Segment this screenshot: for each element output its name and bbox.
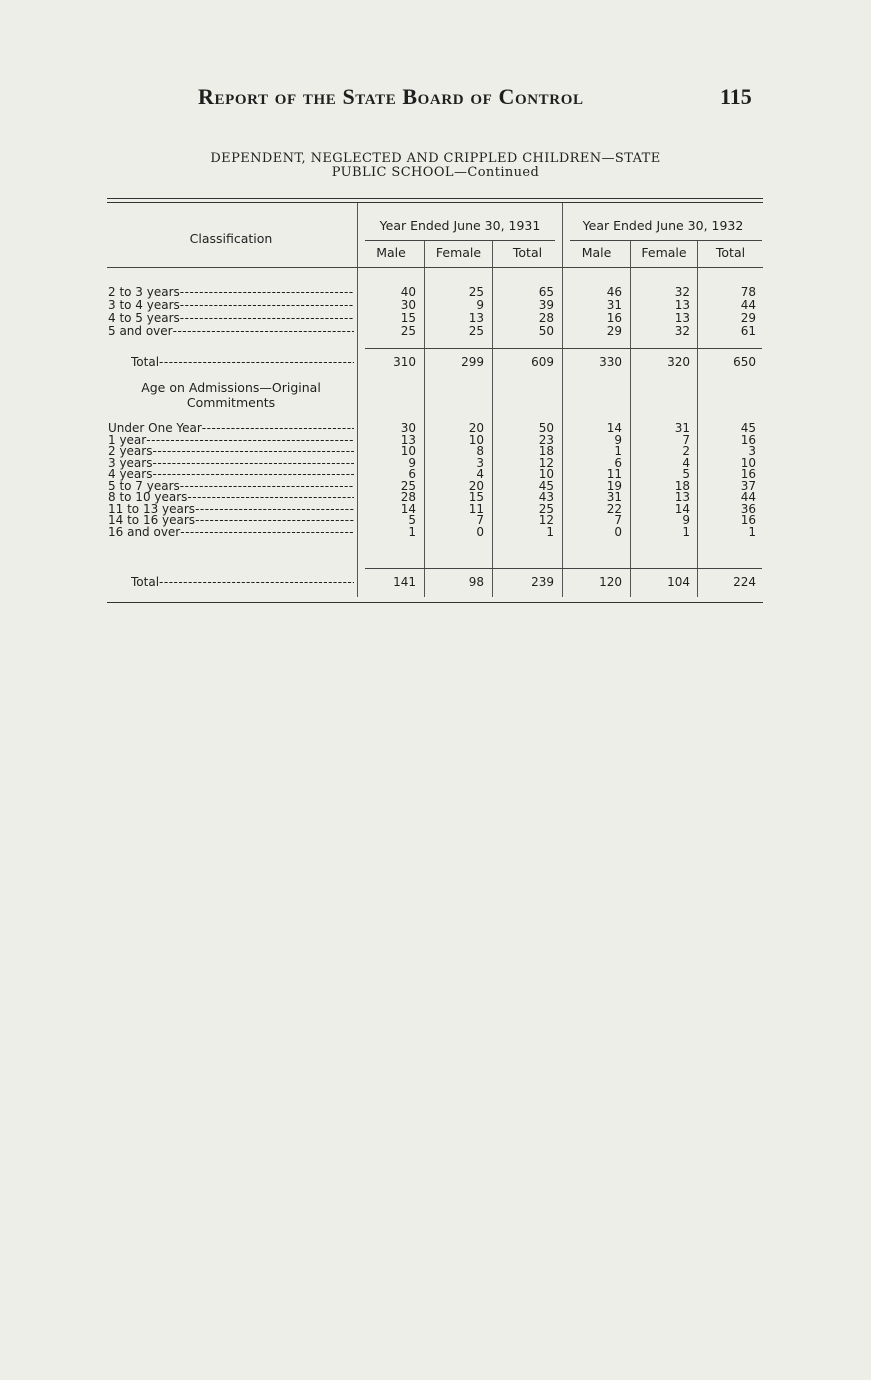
col-divider xyxy=(630,241,631,597)
page-number: 115 xyxy=(720,84,752,109)
table-cell: 43 xyxy=(538,490,554,504)
table-cell: 25 xyxy=(400,324,416,338)
total-cell: 98 xyxy=(468,575,484,589)
group-underline-1931 xyxy=(365,240,555,241)
total-cell: 299 xyxy=(461,355,484,369)
col-divider xyxy=(562,203,563,597)
table-cell: 23 xyxy=(538,433,554,447)
table-cell: 16 xyxy=(740,433,756,447)
table-cell: 4 xyxy=(476,467,484,481)
table-cell: 16 xyxy=(740,467,756,481)
table-cell: 61 xyxy=(740,324,756,338)
row-label xyxy=(108,526,354,539)
total-cell: 141 xyxy=(393,575,416,589)
group-header-1932: Year Ended June 30, 1932 xyxy=(582,218,744,233)
table-cell: 30 xyxy=(400,421,416,435)
col-divider xyxy=(492,241,493,597)
table-cell: 3 xyxy=(748,444,756,458)
table-cell: 44 xyxy=(740,298,756,312)
row-label-text: 14 to 16 years xyxy=(108,514,196,527)
row-label-text: 5 and over xyxy=(108,325,173,338)
running-title: Report of the State Board of Control xyxy=(198,84,584,109)
top-rule-inner xyxy=(107,202,763,203)
row-label-text: 2 to 3 years xyxy=(108,286,180,299)
row-label-text: 8 to 10 years xyxy=(108,491,188,504)
table-cell: 14 xyxy=(606,421,622,435)
row-label-text: 3 to 4 years xyxy=(108,299,180,312)
total-rule xyxy=(365,568,762,569)
table-cell: 10 xyxy=(468,433,484,447)
col-total-1932: Total xyxy=(715,245,746,260)
page-header xyxy=(0,84,871,114)
table-cell: 1 xyxy=(614,444,622,458)
table-cell: 0 xyxy=(614,525,622,539)
table-cell: 28 xyxy=(400,490,416,504)
table-cell: 16 xyxy=(606,311,622,325)
table-cell: 22 xyxy=(606,502,622,516)
row-label-text: 4 to 5 years xyxy=(108,312,180,325)
table-cell: 65 xyxy=(538,285,554,299)
table-cell: 9 xyxy=(682,513,690,527)
table-cell: 25 xyxy=(468,285,484,299)
table-cell: 13 xyxy=(674,298,690,312)
table-cell: 15 xyxy=(400,311,416,325)
table-cell: 6 xyxy=(614,456,622,470)
table-cell: 25 xyxy=(400,479,416,493)
table-cell: 31 xyxy=(674,421,690,435)
row-label-text: 4 years xyxy=(108,468,153,481)
row-label-text: 5 to 7 years xyxy=(108,480,180,493)
total-row-label xyxy=(131,356,354,369)
table-cell: 19 xyxy=(606,479,622,493)
table-cell: 11 xyxy=(606,467,622,481)
section-heading xyxy=(108,380,354,410)
top-rule xyxy=(107,198,763,199)
table-title-line2: PUBLIC SCHOOL—Continued xyxy=(331,165,540,180)
total-cell: 239 xyxy=(531,575,554,589)
col-total-1931: Total xyxy=(512,245,543,260)
header-bottom-rule xyxy=(107,267,763,268)
table-cell: 45 xyxy=(538,479,554,493)
table-cell: 15 xyxy=(468,490,484,504)
table-cell: 5 xyxy=(408,513,416,527)
table-cell: 1 xyxy=(682,525,690,539)
total-cell: 650 xyxy=(733,355,756,369)
table-cell: 13 xyxy=(674,490,690,504)
row-label xyxy=(108,286,354,299)
col-male-1932: Male xyxy=(581,245,612,260)
table-cell: 10 xyxy=(538,467,554,481)
table-cell: 4 xyxy=(682,456,690,470)
total-cell: 224 xyxy=(733,575,756,589)
col-divider xyxy=(697,241,698,597)
group-header-1931: Year Ended June 30, 1931 xyxy=(379,218,541,233)
table-cell: 3 xyxy=(476,456,484,470)
total-cell: 320 xyxy=(667,355,690,369)
table-title-line1: DEPENDENT, NEGLECTED AND CRIPPLED CHILDREN—STATE xyxy=(210,151,661,166)
row-label-text: 3 years xyxy=(108,457,153,470)
row-label-text: 1 year xyxy=(108,434,147,447)
table-cell: 13 xyxy=(400,433,416,447)
section-heading-line2: Commitments xyxy=(186,395,276,410)
row-label xyxy=(108,299,354,312)
table-cell: 9 xyxy=(476,298,484,312)
table-cell: 44 xyxy=(740,490,756,504)
table-cell: 5 xyxy=(682,467,690,481)
table-cell: 13 xyxy=(674,311,690,325)
table-cell: 32 xyxy=(674,285,690,299)
total-cell: 310 xyxy=(393,355,416,369)
table-cell: 1 xyxy=(408,525,416,539)
table-cell: 13 xyxy=(468,311,484,325)
row-label-text: Under One Year xyxy=(108,422,202,435)
table-cell: 78 xyxy=(740,285,756,299)
row-label-text: 16 and over xyxy=(108,526,181,539)
table-cell: 37 xyxy=(740,479,756,493)
row-label-text: Total xyxy=(131,356,160,369)
table-cell: 1 xyxy=(748,525,756,539)
table-cell: 30 xyxy=(400,298,416,312)
table-cell: 11 xyxy=(468,502,484,516)
col-female-1932: Female xyxy=(641,245,687,260)
table-cell: 18 xyxy=(674,479,690,493)
total-cell: 330 xyxy=(599,355,622,369)
group-underline-1932 xyxy=(570,240,762,241)
table-cell: 0 xyxy=(476,525,484,539)
table-cell: 18 xyxy=(538,444,554,458)
row-label xyxy=(108,312,354,325)
total-cell: 609 xyxy=(531,355,554,369)
table-cell: 12 xyxy=(538,456,554,470)
table-cell: 12 xyxy=(538,513,554,527)
table-cell: 14 xyxy=(400,502,416,516)
table-cell: 28 xyxy=(538,311,554,325)
row-label xyxy=(108,325,354,338)
table-cell: 2 xyxy=(682,444,690,458)
section-heading-line1: Age on Admissions—Original xyxy=(141,380,321,395)
total-row-label xyxy=(131,576,354,589)
table-cell: 29 xyxy=(606,324,622,338)
row-label-text: 2 years xyxy=(108,445,153,458)
col-divider xyxy=(424,241,425,597)
col-female-1931: Female xyxy=(435,245,482,260)
table-cell: 50 xyxy=(538,421,554,435)
table-cell: 46 xyxy=(606,285,622,299)
col-male-1931: Male xyxy=(376,245,406,260)
table-cell: 7 xyxy=(476,513,484,527)
table-cell: 14 xyxy=(674,502,690,516)
table-cell: 20 xyxy=(468,479,484,493)
row-label-text: Total xyxy=(131,576,160,589)
table-cell: 39 xyxy=(538,298,554,312)
table-cell: 36 xyxy=(740,502,756,516)
col-divider xyxy=(357,203,358,597)
table-cell: 32 xyxy=(674,324,690,338)
table-cell: 1 xyxy=(546,525,554,539)
table-cell: 31 xyxy=(606,490,622,504)
table-cell: 29 xyxy=(740,311,756,325)
bottom-rule xyxy=(107,602,763,603)
table-cell: 50 xyxy=(538,324,554,338)
classification-header: Classification xyxy=(189,231,273,246)
table-cell: 7 xyxy=(682,433,690,447)
table-cell: 25 xyxy=(468,324,484,338)
table-title xyxy=(110,152,761,180)
table-cell: 10 xyxy=(740,456,756,470)
table-cell: 8 xyxy=(476,444,484,458)
total-cell: 120 xyxy=(599,575,622,589)
total-cell: 104 xyxy=(667,575,690,589)
table-cell: 9 xyxy=(408,456,416,470)
table-cell: 9 xyxy=(614,433,622,447)
table-cell: 6 xyxy=(408,467,416,481)
table-cell: 31 xyxy=(606,298,622,312)
table-cell: 10 xyxy=(400,444,416,458)
table-cell: 25 xyxy=(538,502,554,516)
row-label-text: 11 to 13 years xyxy=(108,503,196,516)
table-cell: 45 xyxy=(740,421,756,435)
total-rule xyxy=(365,348,762,349)
table-cell: 20 xyxy=(468,421,484,435)
table-cell: 16 xyxy=(740,513,756,527)
table-cell: 40 xyxy=(400,285,416,299)
table-cell: 7 xyxy=(614,513,622,527)
